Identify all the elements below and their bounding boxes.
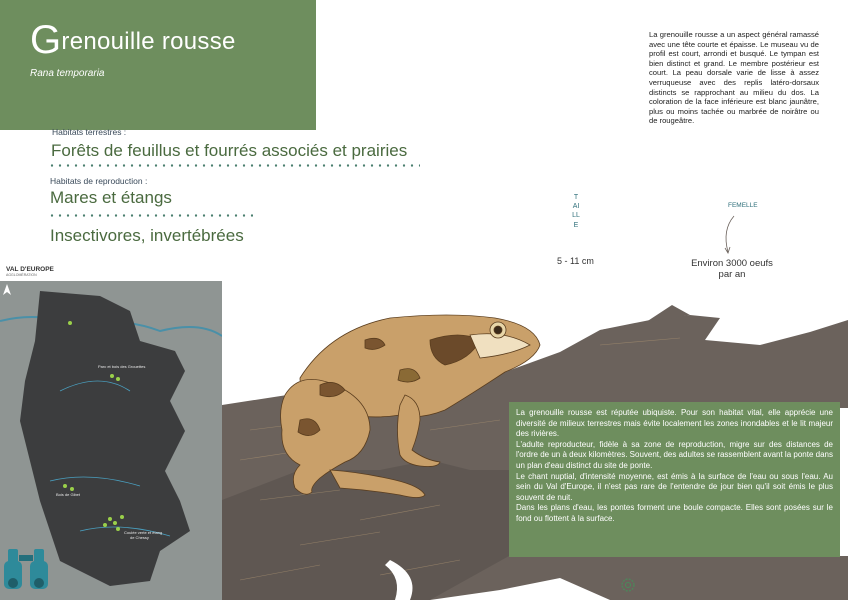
terrestrial-habitat-value: Forêts de feuillus et fourrés associés et prairies: [51, 141, 408, 160]
info-box: [509, 402, 840, 557]
compass-north-icon: [2, 283, 12, 297]
map-place-label: Parc et bois des Grouettes: [98, 364, 146, 369]
map-place-label: de Chessy: [130, 535, 149, 540]
reproduction-habitat-value: Mares et étangs: [50, 188, 172, 207]
reproduction-habitat-label: Habitats de reproduction :: [50, 176, 148, 186]
terrestrial-habitat-label: Habitats terrestres :: [52, 127, 127, 137]
size-value: 5 - 11 cm: [557, 256, 594, 266]
eggs-value: Environ 3000 oeufs par an: [691, 258, 773, 280]
info-paragraph: Dans les plans d'eau, les pontes forment une boule compacte. Elles sont posées sur le fond ou flottent à la surface.: [516, 503, 833, 523]
title-initial: G: [30, 18, 62, 62]
size-label: TAILLE: [572, 194, 580, 229]
scientific-name: Rana temporaria: [30, 68, 105, 79]
info-paragraph: Le chant nuptial, d'intensité moyenne, est émis à la surface de l'eau ou sous l'eau. Au sein du Val d'Europe, il n'est pas rare de l'entendre de jour bien qu'il soit émis le plus souvent de nuit.: [516, 471, 833, 502]
title-text: renouille rousse: [61, 28, 236, 55]
info-paragraph: L'adulte reproducteur, fidèle à sa zone de reproduction, migre sur des distances de l'ordre de un à deux kilomètres. Souvent, des adultes se rassemblent avant la ponte dans un plan d'eau distinct du site de ponte.: [516, 439, 833, 470]
binoculars-icon: [2, 547, 50, 591]
logo-text: VAL D'EUROPE: [6, 266, 54, 273]
map-place-label: Bois de Gibet: [56, 492, 81, 497]
diet-value: Insectivores, invertébrées: [50, 226, 244, 245]
val-europe-logo: [6, 266, 54, 277]
logo-subtext: AGGLOMÉRATION: [6, 273, 37, 277]
species-description: La grenouille rousse a un aspect général ramassé avec une tête courte et épaisse. Le museau vu de profil est court, arrondi et busqué. Le tympan est bien distinct et grand. Le membre postérieur est court. La peau dorsale varie de lisse à assez verruqueuse avec des replis latéro-dorsaux distincts se rapprochant au milieu du dos. La coloration de la face inférieure est blanc jaunâtre, plus ou moins tachée ou marbrée de noirâtre ou de rougeâtre.: [649, 30, 819, 126]
map-place-label: Coulée verte et étang: [124, 530, 163, 535]
emblem-icon: [621, 578, 635, 592]
info-paragraph: La grenouille rousse est réputée ubiquiste. Pour son habitat vital, elle apprécie une diversité de milieux terrestres mais évite localement les zones inondables et le lit majeur des rivières.: [516, 408, 833, 439]
female-label: FEMELLE: [728, 202, 758, 209]
